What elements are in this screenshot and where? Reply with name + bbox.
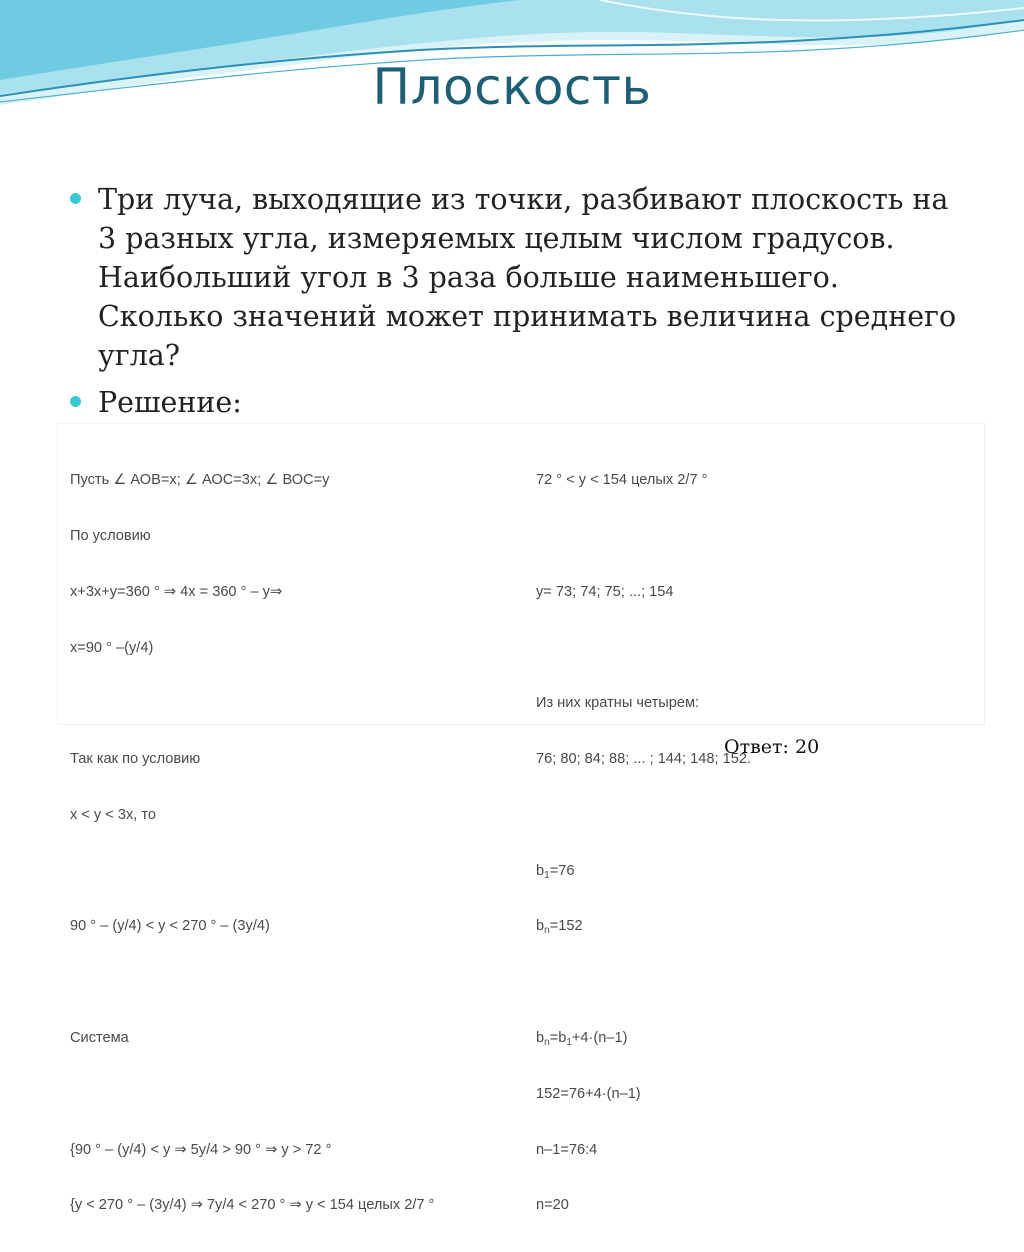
solution-line: По условию <box>70 527 151 544</box>
solution-line-bn: $b_n=152$ <box>536 918 583 937</box>
solution-line: x < y < 3x, то <box>70 806 157 823</box>
slide-title: Плоскость <box>372 58 652 116</box>
solution-line <box>70 862 434 881</box>
solution-line-formula: $b_n=b_1+4\cdot(n-1)$ <box>536 1030 628 1048</box>
solution-line: Из них кратны четырем: <box>536 695 700 712</box>
bullet-list <box>70 180 970 430</box>
solution-line <box>70 973 434 992</box>
answer-text: Ответ: 20 <box>724 736 820 758</box>
solution-line <box>70 1085 434 1104</box>
bullet-dot-icon <box>70 396 81 407</box>
bullet-problem <box>70 180 970 375</box>
solution-line-b1: $b_1=76$ <box>536 862 575 881</box>
solution-line: {90 ° – (у/4) < y ⇒ 5y/4 > 90 ° ⇒ y > 72 ° <box>70 1141 332 1158</box>
solution-line: 76; 80; 84; 88; ... ; 144; 148; 152. <box>536 751 752 768</box>
bullet-dot-icon <box>70 193 81 204</box>
solution-left-column <box>70 434 434 1252</box>
solution-line: {y < 270 ° – (3y/4) ⇒ 7y/4 < 270 ° ⇒ y < 154 целых 2/7 ° <box>70 1197 435 1214</box>
solution-line: n=20 <box>536 1197 569 1214</box>
solution-line: y= 73; 74; 75; ...; 154 <box>536 583 674 600</box>
solution-line <box>70 694 434 713</box>
solution-line: Так как по условию <box>70 751 201 768</box>
solution-line: х+3х+у=360 ° ⇒ 4х = 360 ° – у⇒ <box>70 583 283 600</box>
solution-line: 90 ° – (у/4) < y < 270 ° – (3y/4) <box>70 918 270 935</box>
bullet-solution <box>70 383 970 422</box>
solution-line: n–1=76:4 <box>536 1141 598 1158</box>
solution-line: х=90 ° –(у/4) <box>70 639 154 656</box>
solution-line: 72 ° < y < 154 целых 2/7 ° <box>536 472 708 489</box>
solution-line: 152=76+4·(n–1) <box>536 1085 641 1102</box>
solution-line: Система <box>70 1030 129 1046</box>
solution-line: Пусть ∠ АОВ=х; ∠ АОС=3х; ∠ ВОС=у <box>70 472 330 489</box>
problem-text: Три луча, выходящие из точки, разбивают плоскость на 3 разных угла, измеряемых целым числом градусов. Наибольший угол в 3 раза больше наименьшего. Сколько значений может принимать величина среднего угла? <box>98 183 957 372</box>
solution-heading: Решение: <box>98 386 242 419</box>
solution-right-column <box>536 434 751 1252</box>
